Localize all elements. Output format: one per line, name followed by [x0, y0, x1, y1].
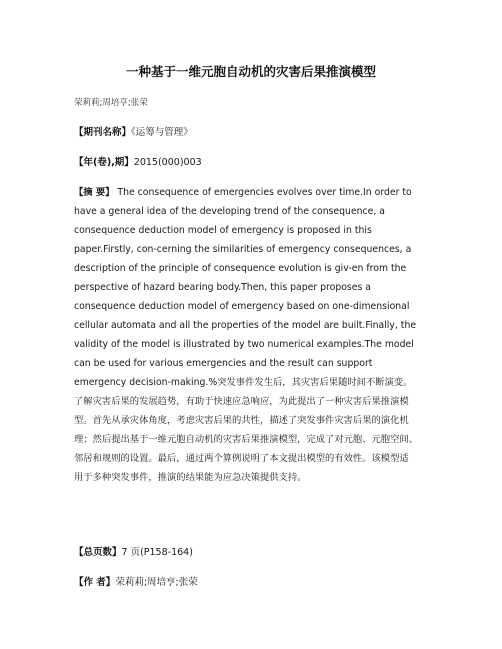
- pages-label: 【总页数】: [74, 547, 122, 558]
- abstract-line: 型。首先从承灾体角度，考虑灾害后果的共性，描述了突发事件灾害后果的演化机: [74, 415, 409, 426]
- abstract-line: 用于多种突发事件，推演的结果能为应急决策提供支持。: [74, 472, 307, 483]
- journal-value: 《运筹与管理》: [131, 127, 193, 138]
- abstract-block: [74, 183, 430, 487]
- authors-label: 【作 者】: [74, 577, 116, 588]
- pages-field: [74, 544, 193, 558]
- abstract-line: paper.Firstly, con-cerning the similarities of emergency consequences, a: [74, 244, 412, 255]
- authors-line: 荣莉莉;周培亨;张荣: [74, 98, 148, 108]
- issue-label: 【年(卷),期】: [74, 157, 134, 168]
- abstract-line: 【摘 要】 The consequence of emergencies evolves over time.In order to: [74, 187, 412, 198]
- abstract-line: perspective of hazard bearing body.Then, this paper proposes a: [74, 282, 371, 293]
- abstract-line: 理；然后提出基于一维元胞自动机的灾害后果推演模型，完成了对元胞、元胞空间、: [74, 434, 418, 445]
- journal-label: 【期刊名称】: [74, 127, 132, 138]
- authors-value: 荣莉莉;周培亨;张荣: [115, 577, 198, 588]
- abstract-line: description of the principle of consequence evolution is giv-en from the: [74, 263, 407, 274]
- issue-value: 2015(000)003: [133, 157, 202, 168]
- abstract-line: can be used for various emergencies and the result can support: [74, 358, 373, 369]
- abstract-line: validity of the model is illustrated by two numerical examples.The model: [74, 339, 414, 350]
- authors-field: [74, 574, 198, 588]
- document-title: 一种基于一维元胞自动机的灾害后果推演模型: [125, 64, 376, 79]
- abstract-line: cellular automata and all the properties of the model are built.Finally, the: [74, 320, 417, 331]
- abstract-line: emergency decision-making.%突发事件发生后，其灾害后果随时间不断演变。: [74, 377, 413, 388]
- abstract-line: have a general idea of the developing trend of the consequence, a: [74, 206, 386, 217]
- abstract-line: 邻居和规则的设置。最后，通过两个算例说明了本文提出模型的有效性。该模型适: [74, 453, 409, 464]
- journal-field: [74, 124, 193, 138]
- issue-field: [74, 154, 202, 168]
- abstract-line: 了解灾害后果的发展趋势，有助于快速应急响应，为此提出了一种灾害后果推演模: [74, 396, 409, 407]
- abstract-label: 【摘 要】: [74, 187, 115, 198]
- pages-value: 7 页(P158-164): [121, 547, 193, 558]
- abstract-line: consequence deduction model of emergency is proposed in this: [74, 225, 372, 236]
- abstract-line: consequence deduction model of emergency based on one-dimensional: [74, 301, 410, 312]
